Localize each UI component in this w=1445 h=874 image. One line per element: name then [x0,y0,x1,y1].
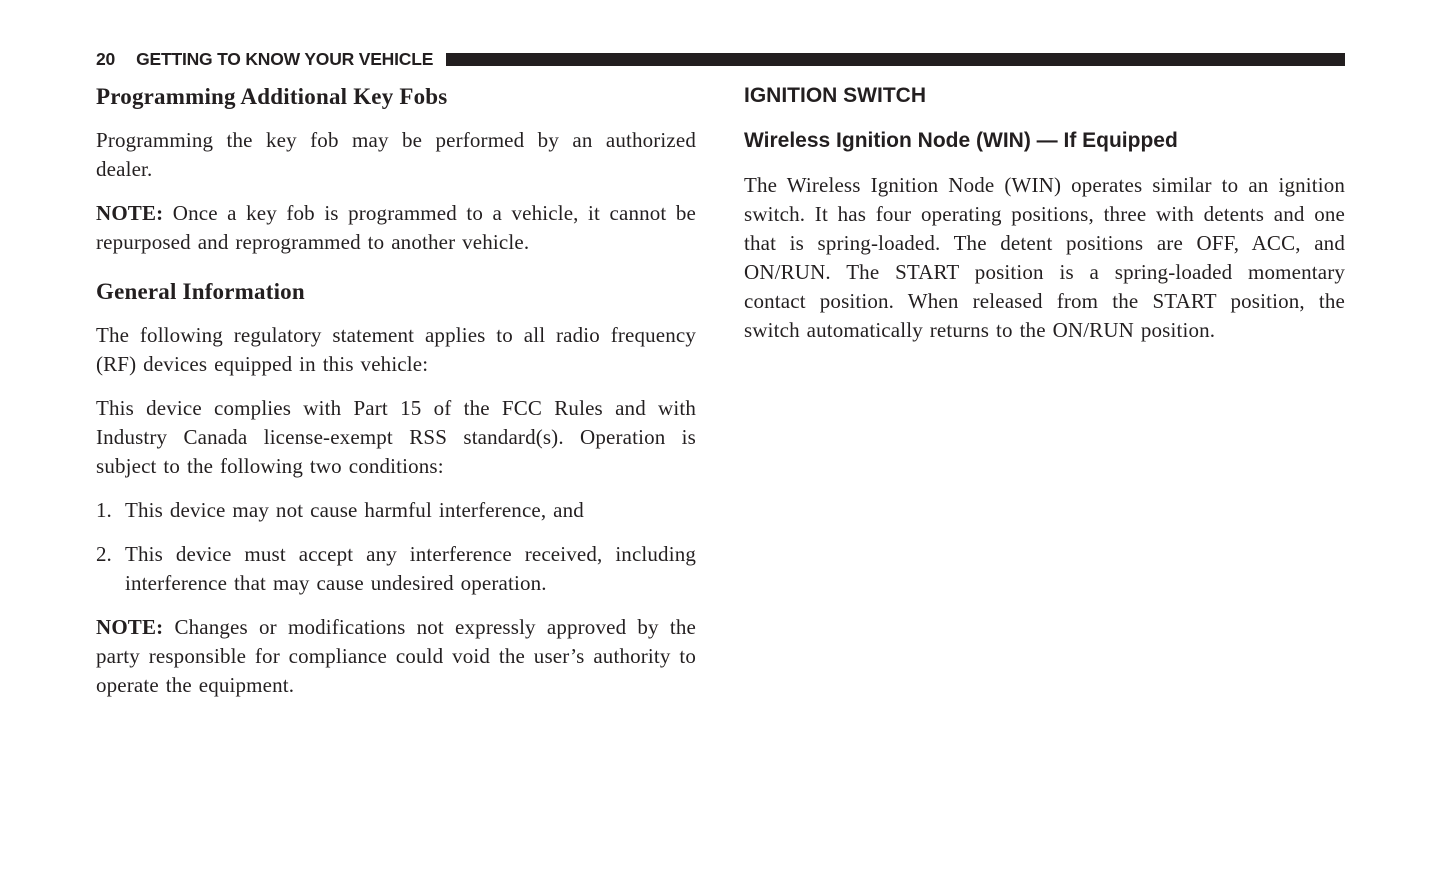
paragraph-win-description: The Wireless Ignition Node (WIN) operates similar to an ignition switch. It has four operating positions, three with detents and one that is spring-loaded. The detent positions are OFF, ACC, and ON/RUN. The START position is a spring-loaded momentary contact position. When released from the START position, the switch automatically returns to the ON/RUN position. [744,173,1345,342]
conditions-list [96,496,696,598]
list-item-text: This device must accept any interference received, including interference that may cause undesired operation. [125,542,696,595]
note-label: NOTE: [96,201,164,225]
list-item [96,496,696,525]
paragraph-regulatory-statement: The following regulatory statement applies to all radio frequency (RF) devices equipped in this vehicle: [96,323,696,376]
left-column [96,84,696,715]
note-modifications [96,613,696,700]
list-item-text: This device may not cause harmful interference, and [125,498,584,522]
section-heading-programming-key-fobs: Programming Additional Key Fobs [96,84,448,109]
note-text: Changes or modifications not expressly approved by the party responsible for compliance could void the user’s authority to operate the equipment. [96,615,696,697]
paragraph-key-fob-programming: Programming the key fob may be performed by an authorized dealer. [96,128,696,181]
list-item-number: 2. [96,542,112,566]
right-column [744,84,1345,360]
section-heading-general-information: General Information [96,279,305,304]
note-key-fob [96,199,696,257]
chapter-title: GETTING TO KNOW YOUR VEHICLE [136,48,434,69]
subsection-heading-wireless-ignition-node: Wireless Ignition Node (WIN) — If Equipped [744,129,1178,152]
page-header [96,50,1345,68]
header-rule-bar [446,53,1345,66]
page-number: 20 [96,48,116,69]
list-item-number: 1. [96,498,112,522]
section-heading-ignition-switch: IGNITION SWITCH [744,84,926,107]
paragraph-fcc-compliance: This device complies with Part 15 of the FCC Rules and with Industry Canada license-exempt RSS standard(s). Operation is subject to the following two conditions: [96,396,696,478]
note-text: Once a key fob is programmed to a vehicle, it cannot be repurposed and reprogrammed to another vehicle. [96,201,697,254]
list-item [96,540,696,598]
note-label: NOTE: [96,615,164,639]
